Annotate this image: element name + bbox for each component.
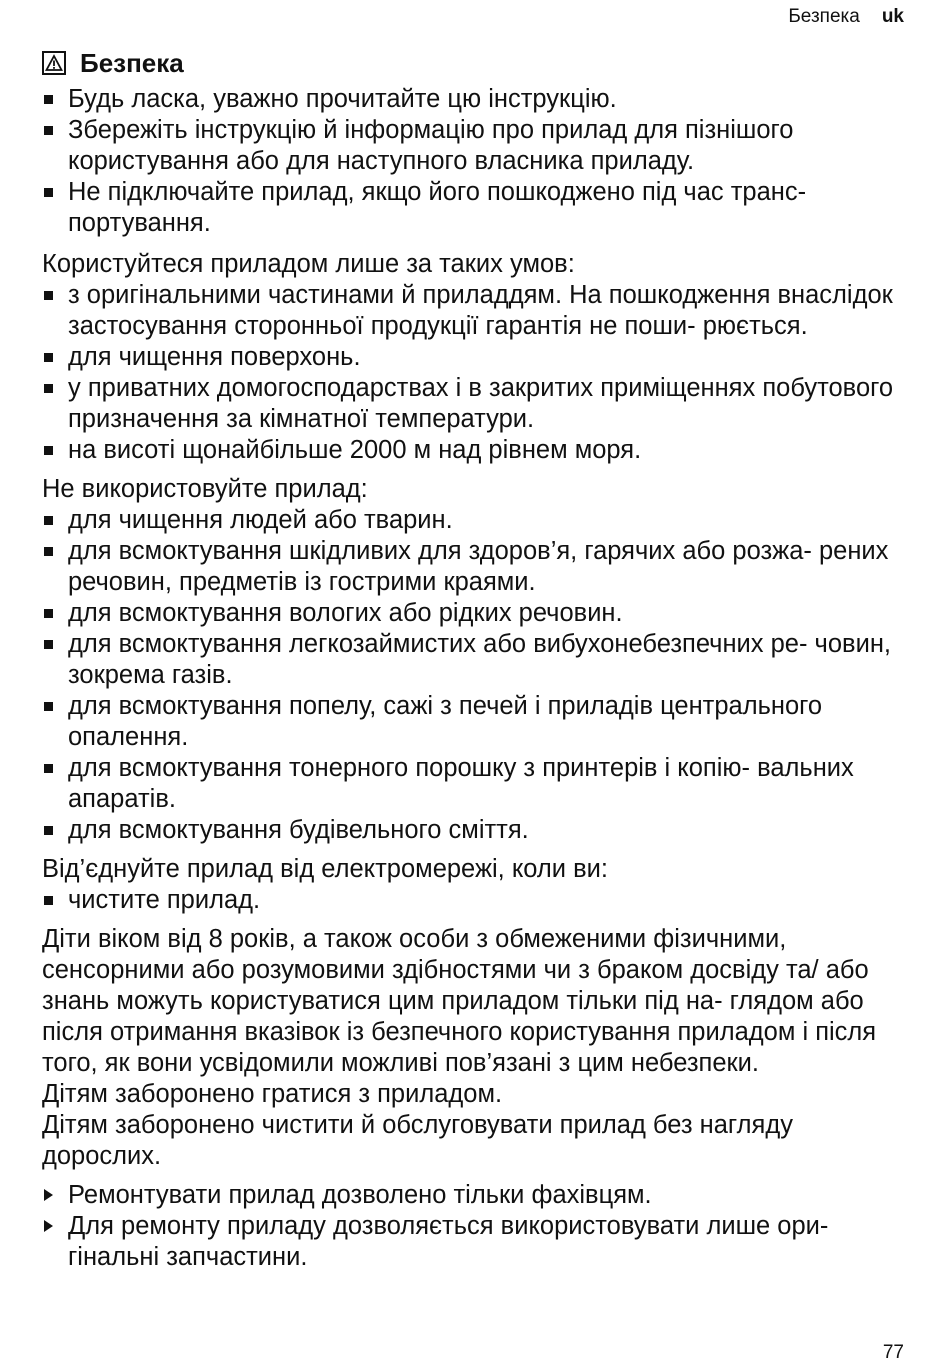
children-paragraph: Діти віком від 8 років, а також особи з обмеженими фізичними, сенсорними або розумовими здібностями чи з браком досвіду та/ або знань можуть користуватися цим приладом тільки під на- глядом або після отримання вказівок із безпечного користування приладом і після того, як вони усвідомили можливі пов’язані з цим небезпеки. [42,925,877,1077]
list-item: Для ремонту приладу дозволяється використовувати лише ори- гінальні запчастини. [42,1211,910,1273]
list-item: з оригінальними частинами й приладдям. На пошкодження внаслідок застосування сторонньої продукції гарантія не поши- рюється. [42,280,910,342]
section-title [42,46,910,80]
list-item: Ремонтувати прилад дозволено тільки фахівцям. [42,1180,910,1211]
list-item: для всмоктування тонерного порошку з принтерів і копію- вальних апаратів. [42,753,910,815]
use-conditions-heading: Користуйтеся приладом лише за таких умов: [42,250,575,278]
list-item: для всмоктування попелу, сажі з печей і приладів центрального опалення. [42,691,910,753]
disconnect-heading: Від’єднуйте прилад від електромережі, коли ви: [42,855,608,883]
prohibited-uses-heading: Не використовуйте прилад: [42,475,368,503]
list-item: на висоті щонайбільше 2000 м над рівнем моря. [42,435,910,466]
list-item: для всмоктування вологих або рідких речовин. [42,598,910,629]
running-header [788,6,904,28]
intro-list [42,84,910,239]
list-item: для чищення поверхонь. [42,342,910,373]
list-item: чистите прилад. [42,885,910,916]
list-item: для всмоктування будівельного сміття. [42,815,910,846]
list-item: для всмоктування легкозаймистих або вибухонебезпечних ре- човин, зокрема газів. [42,629,910,691]
children-clean-warning: Дітям заборонено чистити й обслуговувати прилад без нагляду дорослих. [42,1111,793,1170]
header-language: uk [881,6,904,27]
header-section: Безпека [788,6,860,27]
warning-triangle-icon [42,51,66,75]
use-conditions-list [42,280,910,466]
list-item: для всмоктування шкідливих для здоров’я, гарячих або розжа- рених речовин, предметів із гострими краями. [42,536,910,598]
children-play-warning: Дітям заборонено гратися з приладом. [42,1080,503,1108]
repair-instructions-list [42,1180,910,1273]
list-item: Будь ласка, уважно прочитайте цю інструкцію. [42,84,910,115]
safety-section [42,46,910,1273]
page-number: 77 [882,1342,904,1363]
section-title-text: Безпека [80,48,184,78]
list-item: для чищення людей або тварин. [42,505,910,536]
list-item: Не підключайте прилад, якщо його пошкоджено під час транс- портування. [42,177,910,239]
disconnect-list [42,885,910,916]
list-item: у приватних домогосподарствах і в закритих приміщеннях побутового призначення за кімнатної температури. [42,373,910,435]
list-item: Збережіть інструкцію й інформацію про прилад для пізнішого користування або для наступного власника приладу. [42,115,910,177]
prohibited-uses-list [42,505,910,846]
